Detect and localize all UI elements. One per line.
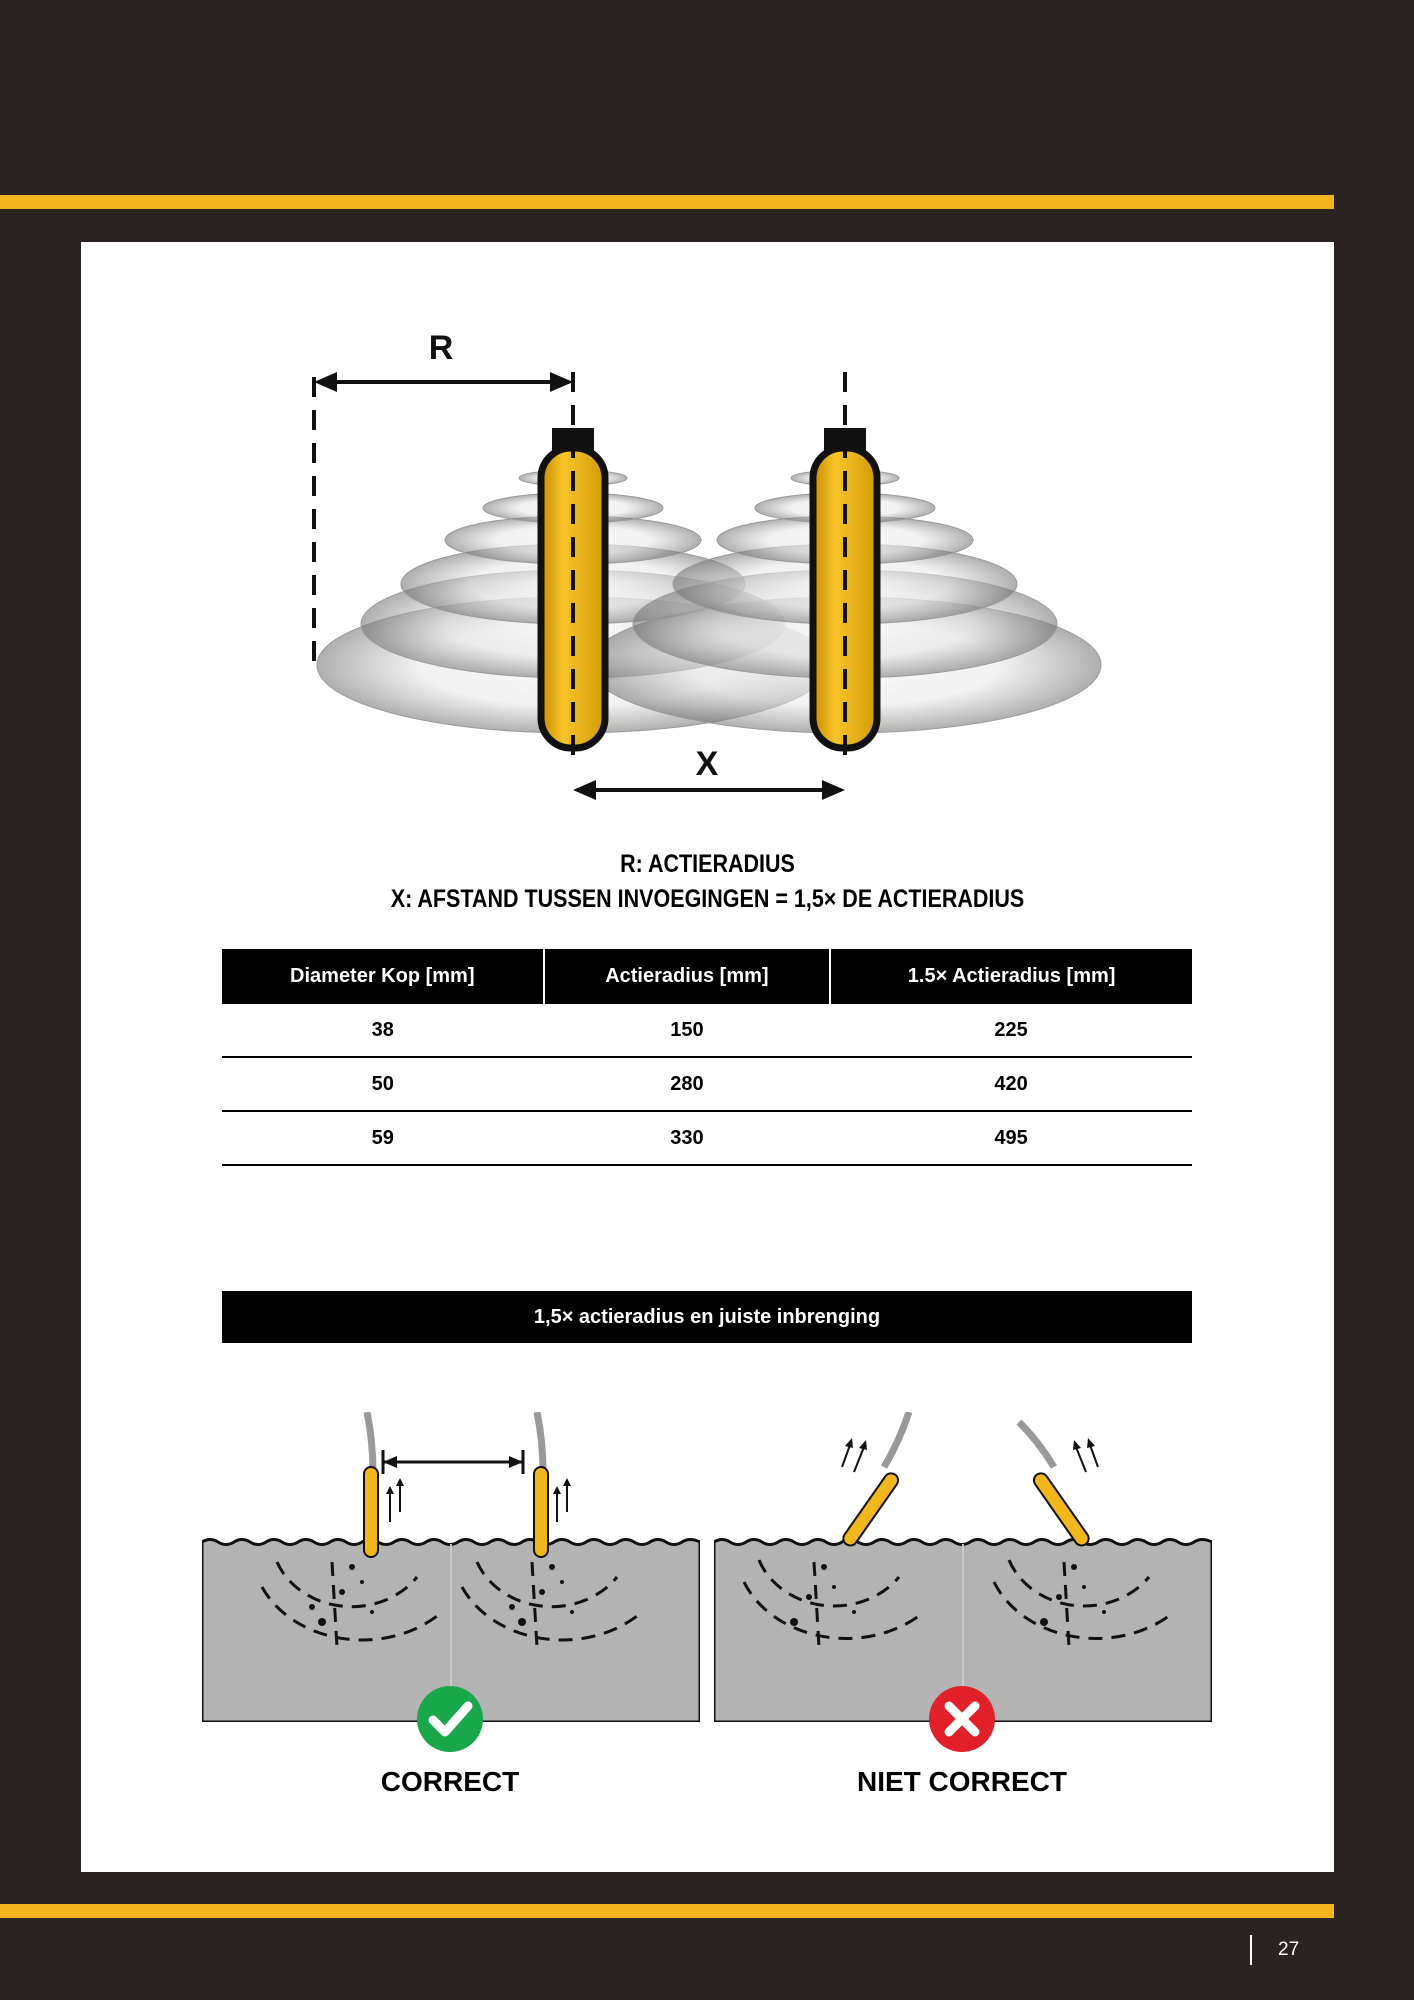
cell-spacing: 225 [830, 1004, 1192, 1057]
cell-radius: 280 [544, 1057, 831, 1111]
cell-diameter: 50 [222, 1057, 544, 1111]
incorrect-label: NIET CORRECT [857, 1766, 1067, 1797]
cell-diameter: 59 [222, 1111, 544, 1165]
cell-radius: 330 [544, 1111, 831, 1165]
correct-label: CORRECT [380, 1766, 520, 1797]
cell-spacing: 495 [830, 1111, 1192, 1165]
page-number: 27 [1278, 1939, 1300, 1960]
caption-action-radius: R: ACTIERADIUS [620, 850, 795, 878]
content-panel [81, 242, 1334, 1872]
cell-spacing: 420 [830, 1057, 1192, 1111]
caption-spacing: X: AFSTAND TUSSEN INVOEGINGEN = 1,5× DE ACTIERADIUS [390, 885, 1025, 913]
radius-label: R [428, 329, 454, 367]
table-row [222, 1057, 1192, 1111]
cell-radius: 150 [544, 1004, 831, 1057]
incorrect-insertion-illustration [714, 1412, 1212, 1722]
action-radius-diagram [81, 242, 1334, 842]
spacing-label: X [695, 745, 719, 783]
section-banner: 1,5× actieradius en juiste inbrenging [222, 1291, 1192, 1343]
spacing-dimension-arrow [573, 780, 845, 800]
table-row [222, 1111, 1192, 1165]
correct-insertion-illustration [202, 1412, 700, 1722]
table-row [222, 1004, 1192, 1057]
bottom-accent-stripe [0, 1904, 1334, 1918]
header-1-5-action-radius: 1.5× Actieradius [mm] [830, 949, 1192, 1004]
header-diameter: Diameter Kop [mm] [222, 949, 544, 1004]
table-header-row [222, 949, 1192, 1004]
cross-icon [927, 1684, 997, 1754]
header-action-radius: Actieradius [mm] [544, 949, 831, 1004]
check-icon [415, 1684, 485, 1754]
radius-dimension-arrow [314, 372, 573, 392]
action-radius-table [222, 949, 1192, 1166]
page-number-divider [1250, 1935, 1252, 1965]
top-accent-stripe [0, 195, 1334, 209]
cell-diameter: 38 [222, 1004, 544, 1057]
